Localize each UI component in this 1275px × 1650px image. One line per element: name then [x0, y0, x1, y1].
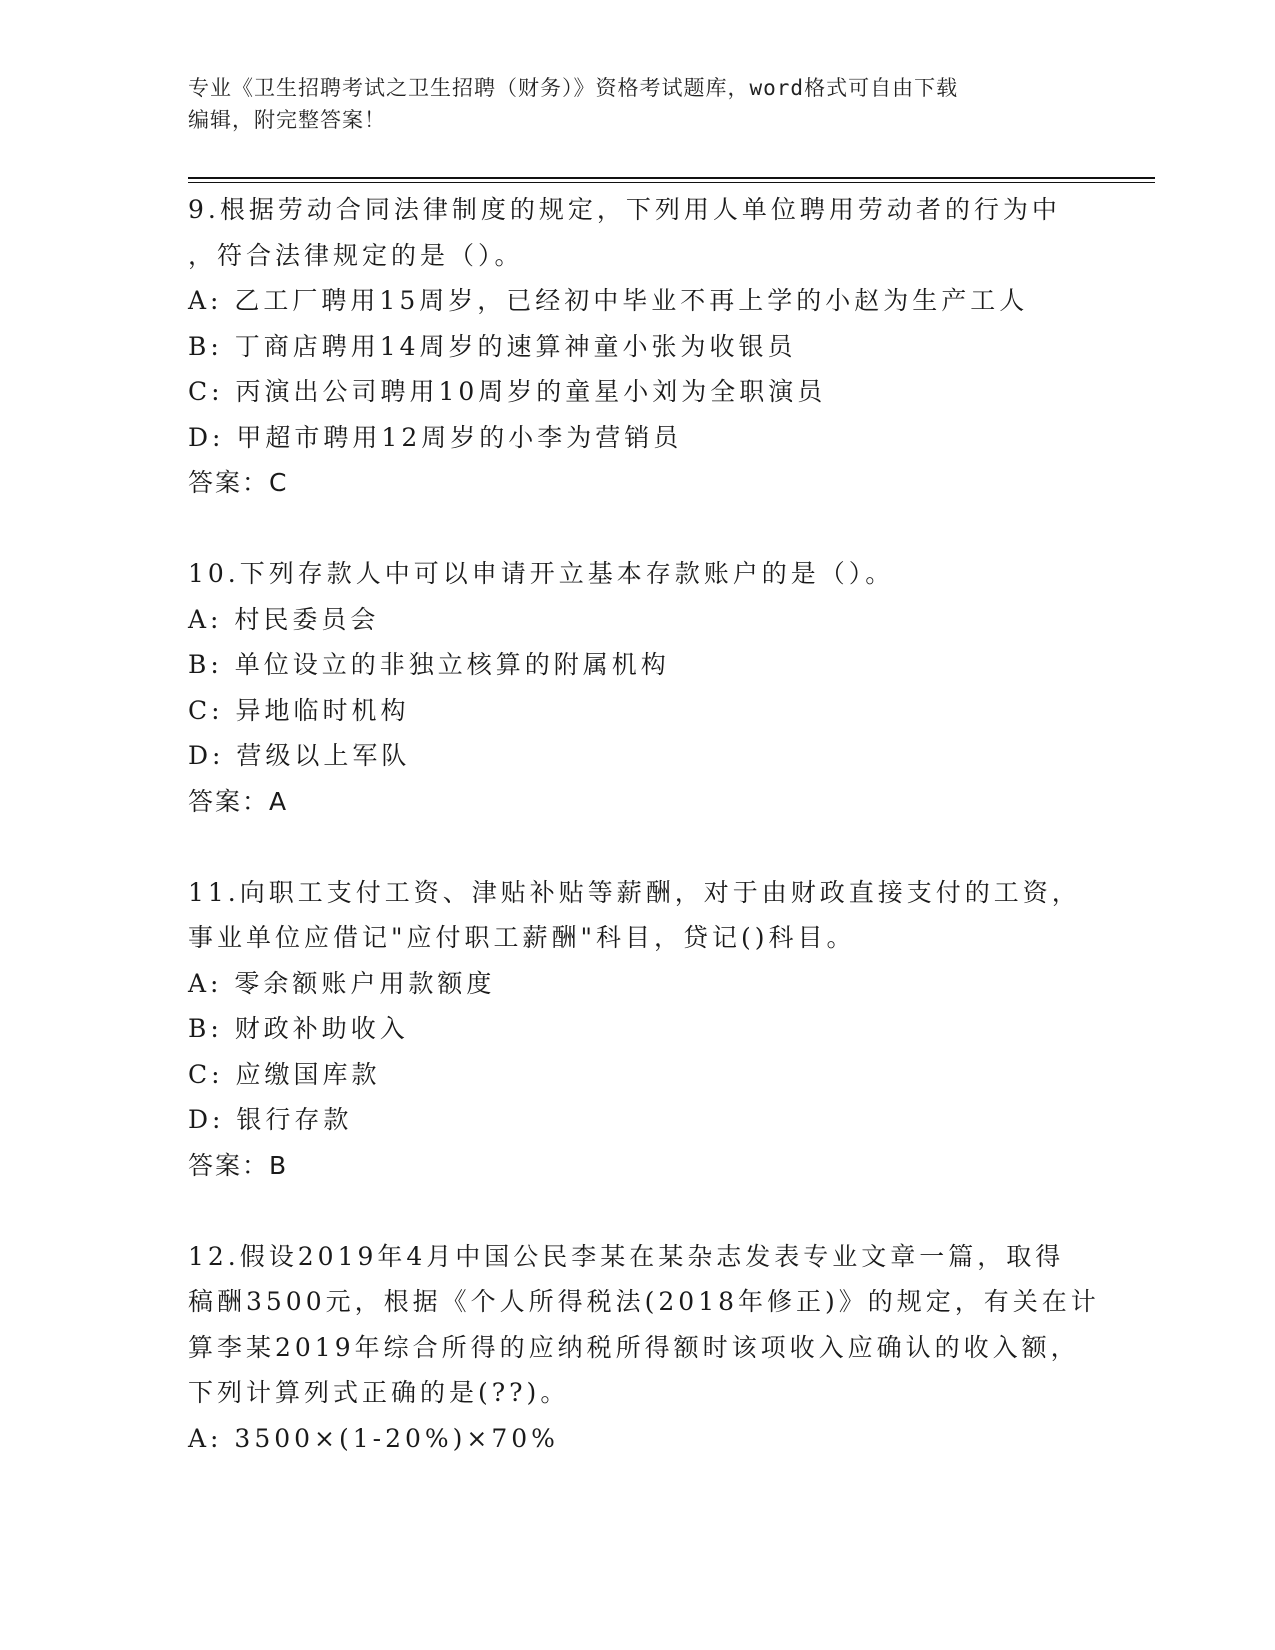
question-11-option-c: C: 应缴国库款: [188, 1059, 381, 1089]
question-10-option-b: B: 单位设立的非独立核算的附属机构: [188, 650, 670, 679]
question-list: [188, 187, 1100, 1461]
question-11-option-b: B: 财政补助收入: [188, 1014, 409, 1043]
header-line-2: 编辑，附完整答案！: [188, 108, 386, 132]
question-12-stem-line-2: 稿酬3500元，根据《个人所得税法(2018年修正)》的规定，有关在计: [188, 1287, 1100, 1316]
question-10-option-c: C: 异地临时机构: [188, 695, 410, 725]
question-11-option-a: A: 零余额账户用款额度: [188, 968, 496, 998]
question-10-option-a: A: 村民委员会: [188, 604, 380, 634]
question-9: [188, 187, 1088, 506]
question-spacer: [188, 1188, 1088, 1234]
question-9-option-a: A: 乙工厂聘用15周岁，已经初中毕业不再上学的小赵为生产工人: [188, 286, 1029, 315]
question-9-stem-line-2: ，符合法律规定的是（）。: [188, 240, 524, 270]
question-11-stem-line-2: 事业单位应借记"应付职工薪酬"科目，贷记()科目。: [188, 923, 856, 952]
question-10-option-d: D: 营级以上军队: [188, 741, 411, 770]
question-12-option-a: A: 3500×(1-20%)×70%: [188, 1423, 559, 1453]
question-9-option-c: C: 丙演出公司聘用10周岁的童星小刘为全职演员: [188, 377, 827, 406]
question-9-option-b: B: 丁商店聘用14周岁的速算神童小张为收银员: [188, 331, 797, 361]
question-11-stem-line-1: 11.向职工支付工资、津贴补贴等薪酬，对于由财政直接支付的工资，: [188, 877, 1081, 907]
header-divider-thick: [188, 177, 1155, 179]
question-12: [188, 1234, 1100, 1462]
question-10-stem-line-1: 10.下列存款人中可以申请开立基本存款账户的是（）。: [188, 559, 895, 588]
question-12-stem-line-1: 12.假设2019年4月中国公民李某在某杂志发表专业文章一篇，取得: [188, 1241, 1065, 1271]
question-12-stem-line-3: 算李某2019年综合所得的应纳税所得额时该项收入应确认的收入额，: [188, 1332, 1080, 1362]
question-11-option-d: D: 银行存款: [188, 1105, 353, 1134]
question-spacer: [188, 506, 1088, 552]
header-line-1: 专业《卫生招聘考试之卫生招聘（财务）》资格考试题库，word格式可自由下载: [188, 76, 959, 100]
question-9-answer: 答案：C: [188, 468, 289, 497]
question-10: [188, 551, 1088, 824]
question-spacer: [188, 824, 1088, 870]
question-12-stem-line-4: 下列计算列式正确的是(??)。: [188, 1378, 570, 1407]
question-11: [188, 870, 1088, 1189]
question-11-answer: 答案：B: [188, 1150, 289, 1180]
header-divider-thin: [188, 182, 1155, 183]
question-9-stem-line-1: 9.根据劳动合同法律制度的规定，下列用人单位聘用劳动者的行为中: [188, 195, 1061, 224]
document-header: [188, 72, 1068, 136]
question-9-option-d: D: 甲超市聘用12周岁的小李为营销员: [188, 422, 683, 452]
question-10-answer: 答案：A: [188, 786, 289, 816]
